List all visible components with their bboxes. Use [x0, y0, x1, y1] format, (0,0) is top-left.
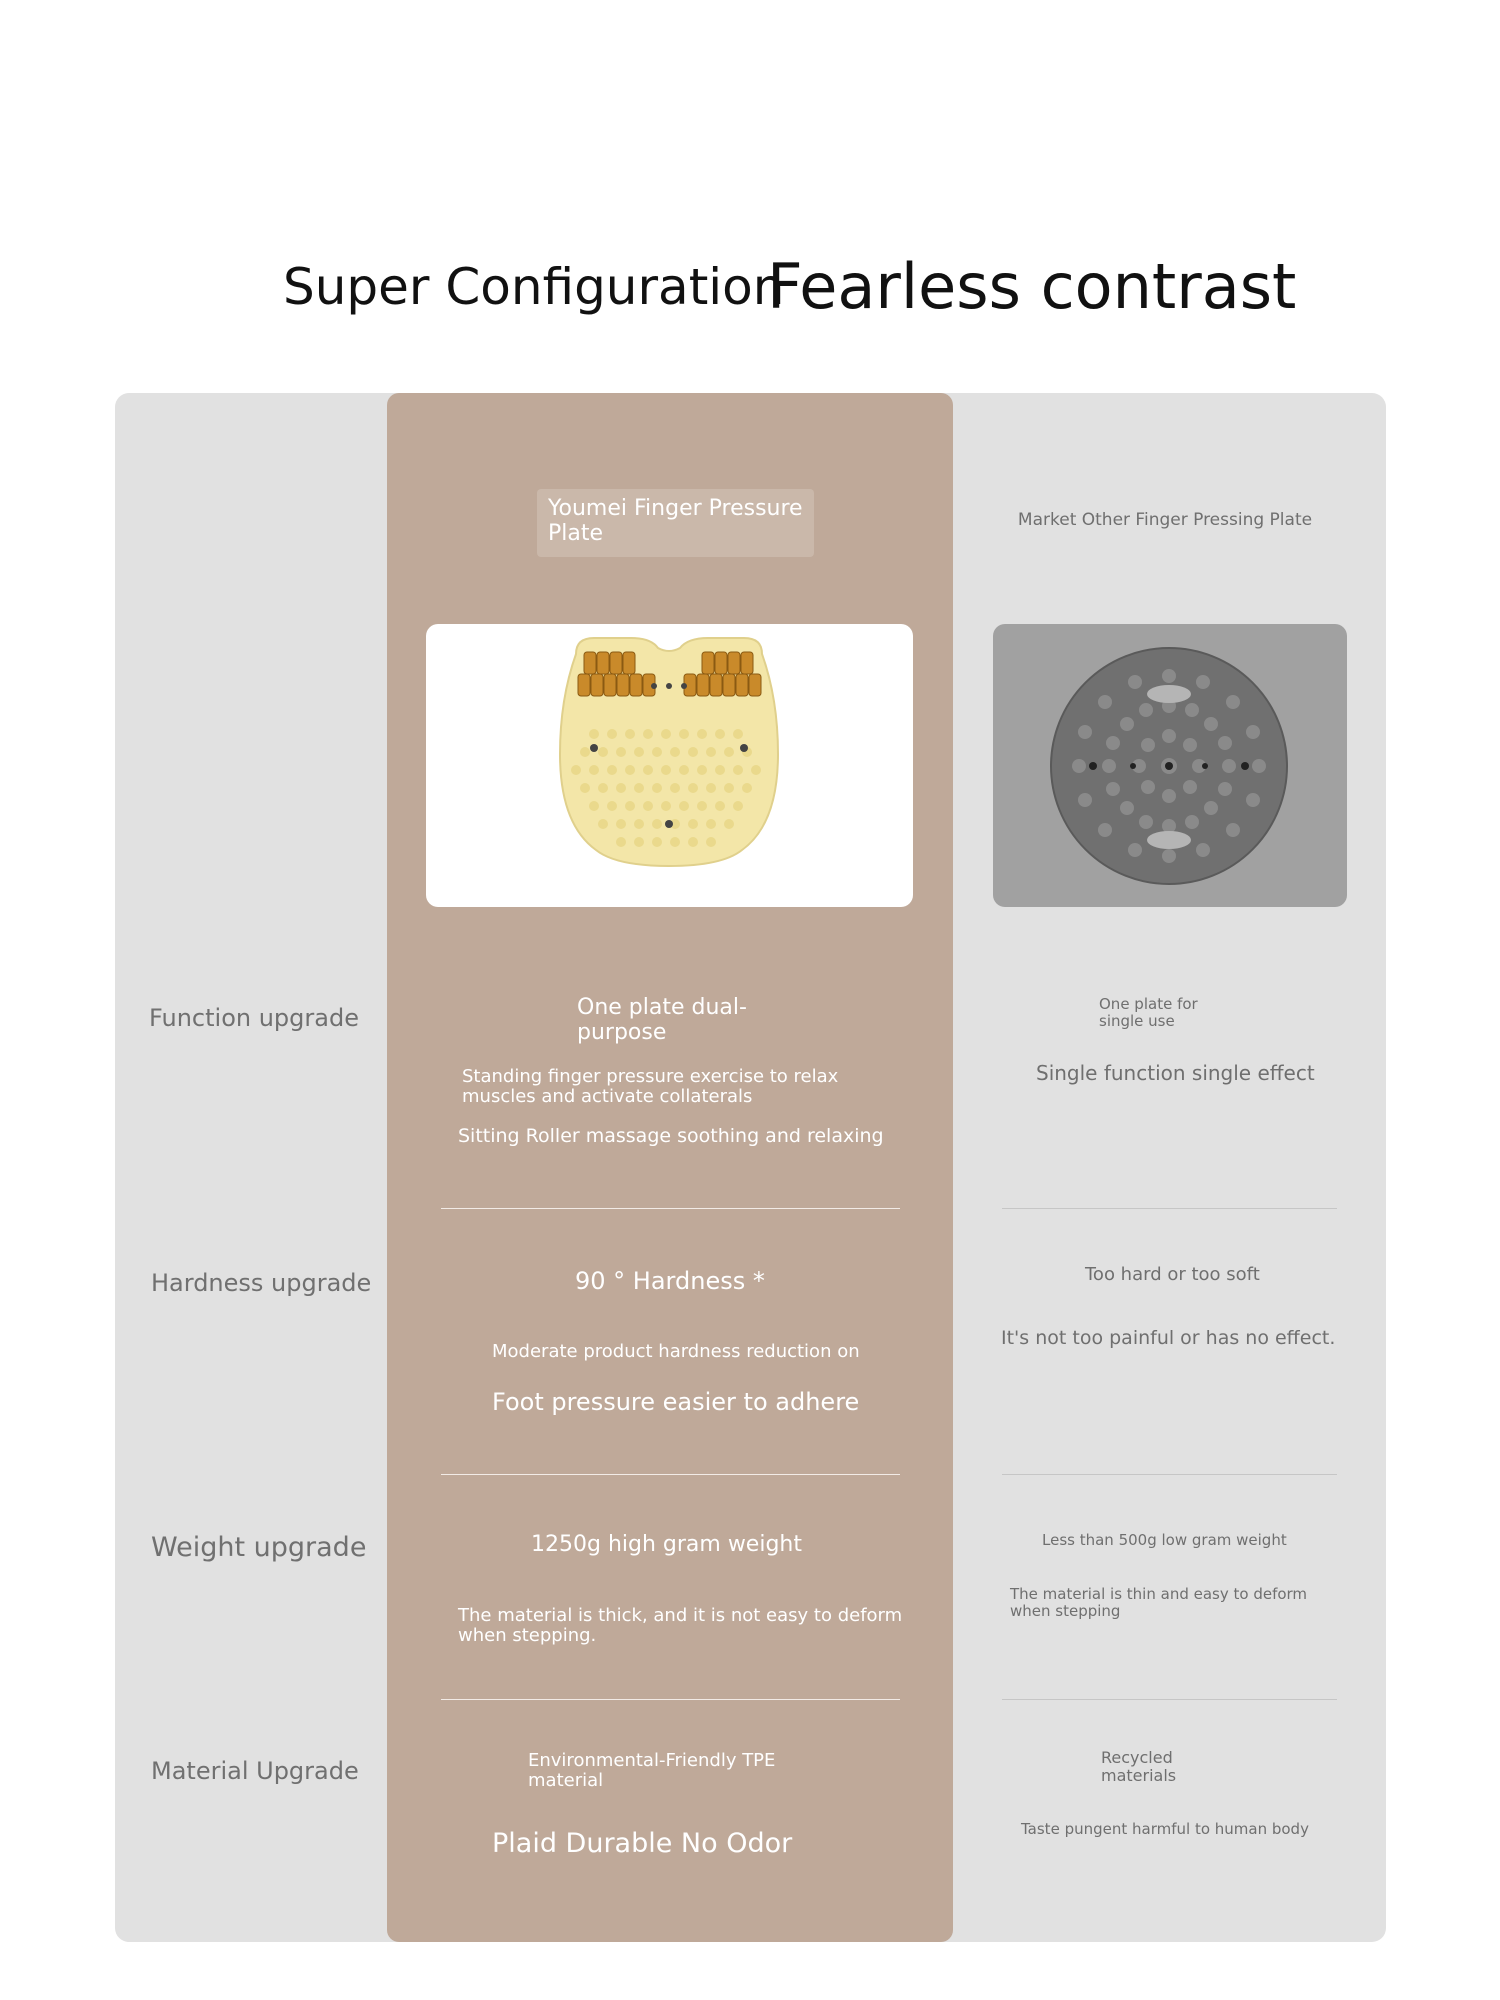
market-function-line1: Single function single effect	[1036, 1061, 1315, 1085]
gray-round-plate-icon	[993, 624, 1347, 907]
market-label: Market Other Finger Pressing Plate	[1017, 510, 1313, 530]
row-label-material: Material Upgrade	[151, 1757, 359, 1785]
brand-hardness-line1: Moderate product hardness reduction on	[492, 1341, 860, 1362]
row-label-weight: Weight upgrade	[151, 1532, 367, 1563]
brand-weight-title: 1250g high gram weight	[531, 1532, 802, 1557]
brand-function-line1: Standing finger pressure exercise to relax muscles and activate collaterals	[462, 1066, 839, 1107]
divider	[1002, 1699, 1337, 1700]
market-weight-line1: The material is thin and easy to deform when stepping	[1010, 1585, 1308, 1620]
brand-hardness-line2: Foot pressure easier to adhere	[492, 1388, 860, 1416]
market-material-line1: Taste pungent harmful to human body	[1021, 1820, 1309, 1838]
brand-weight-line1: The material is thick, and it is not easy to deform when stepping.	[458, 1605, 903, 1646]
divider	[1002, 1208, 1337, 1209]
market-material-title: Recycled materials	[1101, 1748, 1177, 1785]
row-label-hardness: Hardness upgrade	[151, 1269, 372, 1297]
market-product-image	[993, 624, 1347, 907]
title-fearless-contrast: Fearless contrast	[767, 250, 1297, 323]
market-hardness-line1: It's not too painful or has no effect.	[1001, 1327, 1336, 1349]
market-weight-title: Less than 500g low gram weight	[1042, 1531, 1287, 1549]
divider	[441, 1699, 900, 1700]
brand-function-line2: Sitting Roller massage soothing and relaxing	[458, 1125, 884, 1147]
brand-hardness-title: 90 ° Hardness *	[575, 1267, 765, 1295]
divider	[1002, 1474, 1337, 1475]
divider	[441, 1474, 900, 1475]
title-super-configuration: Super Configuration	[283, 258, 785, 316]
brand-product-image	[426, 624, 913, 907]
divider	[441, 1208, 900, 1209]
market-hardness-title: Too hard or too soft	[1085, 1264, 1260, 1285]
row-label-function: Function upgrade	[149, 1004, 359, 1032]
brand-function-title: One plate dual-purpose	[577, 995, 747, 1045]
market-function-title: One plate for single use	[1099, 995, 1198, 1030]
brand-label: Youmei Finger Pressure Plate	[548, 496, 803, 546]
yellow-foot-plate-icon	[426, 624, 913, 907]
brand-material-title: Environmental-Friendly TPE material	[528, 1750, 776, 1791]
brand-material-line1: Plaid Durable No Odor	[492, 1828, 793, 1859]
